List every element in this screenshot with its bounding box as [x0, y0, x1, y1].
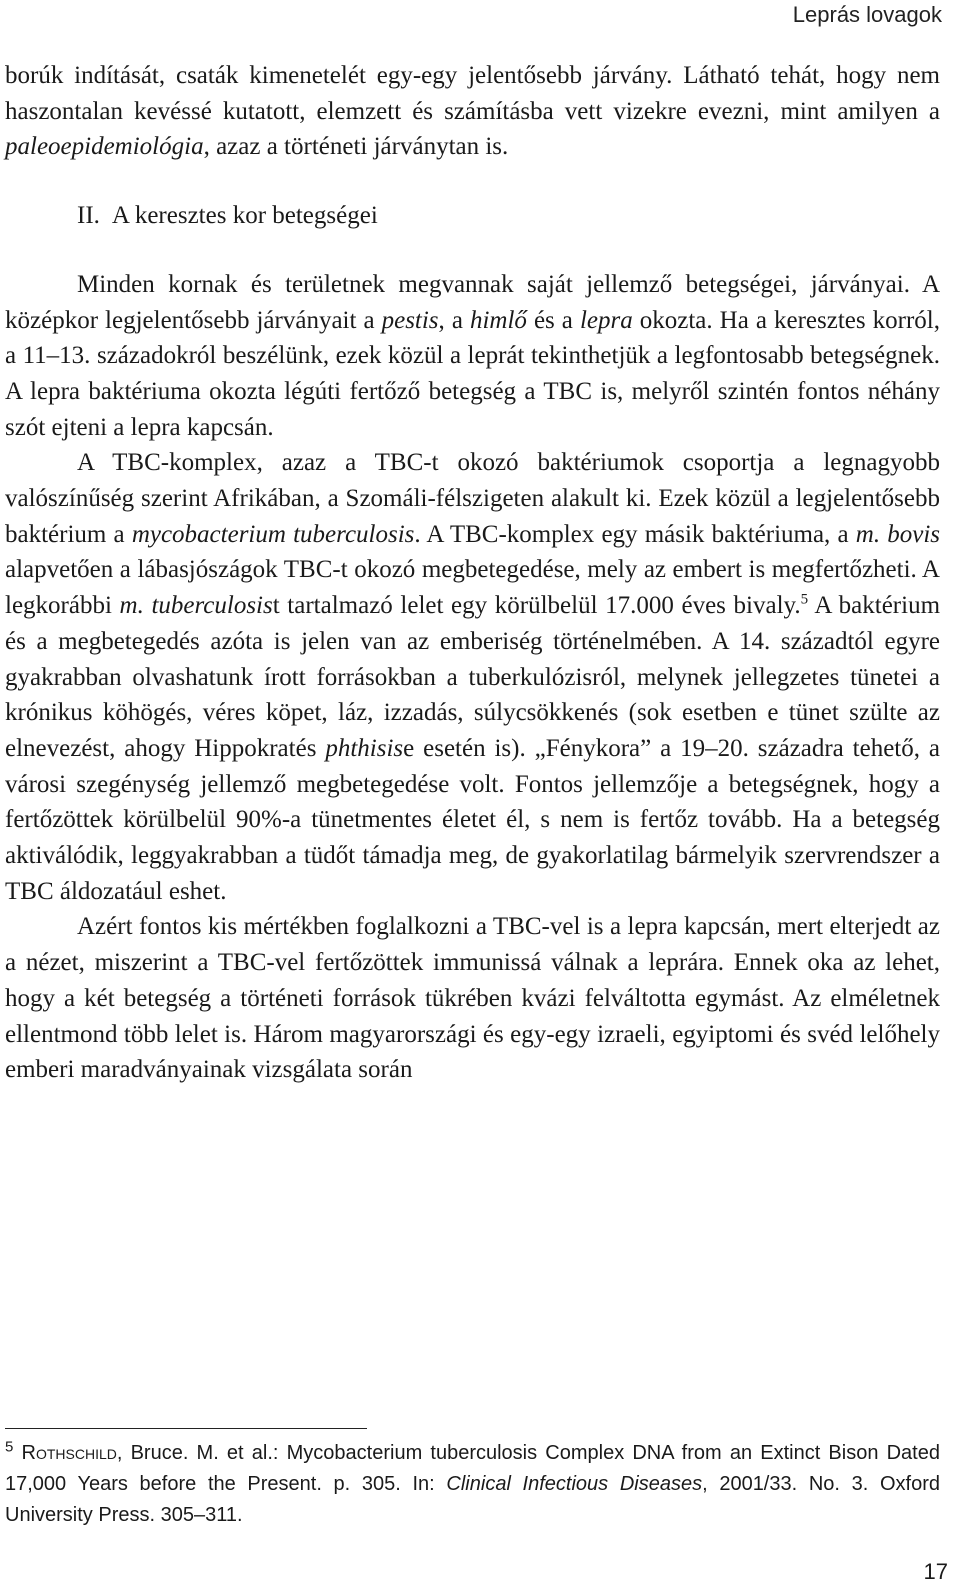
italic-term: himlő [469, 306, 527, 334]
footnote-divider [5, 1428, 367, 1429]
text-run: . A TBC-komplex egy másik baktériuma, a [414, 520, 856, 548]
footnote-number: 5 [5, 1438, 14, 1456]
italic-term: paleoepidemiológia [5, 133, 204, 161]
footnote [5, 1438, 940, 1531]
text-run: , 2001/33. No. 3. Oxford University Press. 305–311. [5, 1473, 941, 1526]
italic-term: phthisis [325, 734, 404, 762]
italic-term: lepra [579, 306, 633, 334]
text-run: , a [438, 306, 470, 334]
paragraph-1 [5, 267, 940, 446]
text-run: , azaz a történeti járványtan is. [203, 133, 509, 161]
text-run: e esetén is). „Fénykora” a 19–20. századra tehető, a városi szegénység jellemző megbetegedése volt. Fontos jellemzője a betegségnek, hogy a fertőzöttek körülbelül 90%-a tünetmentes életet él, s nem is fertőz tovább. Ha a betegség aktiválódik, leggyakrabban a tüdőt támadja meg, de gyakorlatilag bármelyik szervrendszer a TBC áldozatául eshet. [5, 734, 940, 905]
intro-paragraph [5, 58, 940, 165]
section-number: II. [77, 202, 100, 230]
section-heading [5, 198, 940, 234]
italic-term: m. bovis [855, 520, 941, 548]
text-run: t tartalmazó lelet egy körülbelül 17.000 éves bivaly. [272, 592, 801, 620]
page-body [5, 58, 940, 1088]
italic-journal: Clinical Infectious Diseases [446, 1473, 703, 1495]
italic-term: m. tuberculosis [119, 592, 273, 620]
text-run: , Bruce. M. et al.: Mycobacterium tuberculosis Complex DNA from an Extinct Bison Dated 17,000 Years before the Present. p. 305. In: [5, 1442, 940, 1495]
page-number: 17 [923, 1559, 948, 1584]
footnote-reference[interactable]: 5 [800, 591, 809, 608]
paragraph-2 [5, 445, 940, 909]
text-run: A TBC-komplex, azaz a TBC-t okozó baktériumok csoportja a legnagyobb valószínűség szerint Afrikában, a Szomáli-félszigeten alakult ki. Ezek közül a legjelentősebb baktérium a [5, 449, 940, 548]
text-run: okozta. Ha a keresztes korról, a 11–13. századokról beszélünk, ezek közül a leprát tekinthetjük a legfontosabb betegségnek. A lepra baktériuma okozta légúti fertőző betegség a TBC is, melyről szintén fontos néhány szót ejteni a lepra kapcsán. [5, 306, 940, 441]
text-run: alapvetően a lábasjószágok TBC-t okozó megbetegedése, mely az embert is megfertőzheti. A legkorábbi [5, 556, 940, 620]
text-run: Azért fontos kis mértékben foglalkozni a TBC-vel is a lepra kapcsán, mert elterjedt az a nézet, miszerint a TBC-vel fertőzöttek immunissá válnak a leprára. Ennek oka az lehet, hogy a két betegség a történeti források tükrében kvázi felváltotta egymást. Az elméletnek ellentmond több lelet is. Három magyarországi és egy-egy izraeli, egyiptomi és svéd lelőhely emberi maradványainak vizsgálata során [5, 913, 940, 1084]
text-run: Minden kornak és területnek megvannak saját jellemző betegségei, járványai. A középkor legjelentősebb járványait a [5, 270, 940, 334]
text-run: A baktérium és a megbetegedés azóta is jelen van az emberiség történelmében. A 14. századtól egyre gyakrabban olvashatunk írott forrásokban a tuberkulózisról, melynek jellegzetes tünetei a krónikus köhögés, véres köpet, láz, izzadás, súlycsökkenés (sok esetben e tünet szülte az elnevezést, ahogy Hippokratés [5, 592, 941, 762]
footnote-author: Rothschild [21, 1442, 117, 1464]
section-title: A keresztes kor betegségei [111, 202, 378, 230]
italic-term: mycobacterium tuberculosis [131, 520, 415, 548]
text-run: borúk indítását, csaták kimenetelét egy-egy jelentősebb járvány. Látható tehát, hogy nem haszontalan kevéssé kutatott, elemzett és számításba vett vizekre evezni, mint amilyen a [5, 62, 940, 125]
running-header: Leprás lovagok [792, 2, 942, 27]
text-run: és a [526, 306, 580, 334]
italic-term: pestis [381, 306, 439, 334]
paragraph-3 [5, 909, 940, 1088]
